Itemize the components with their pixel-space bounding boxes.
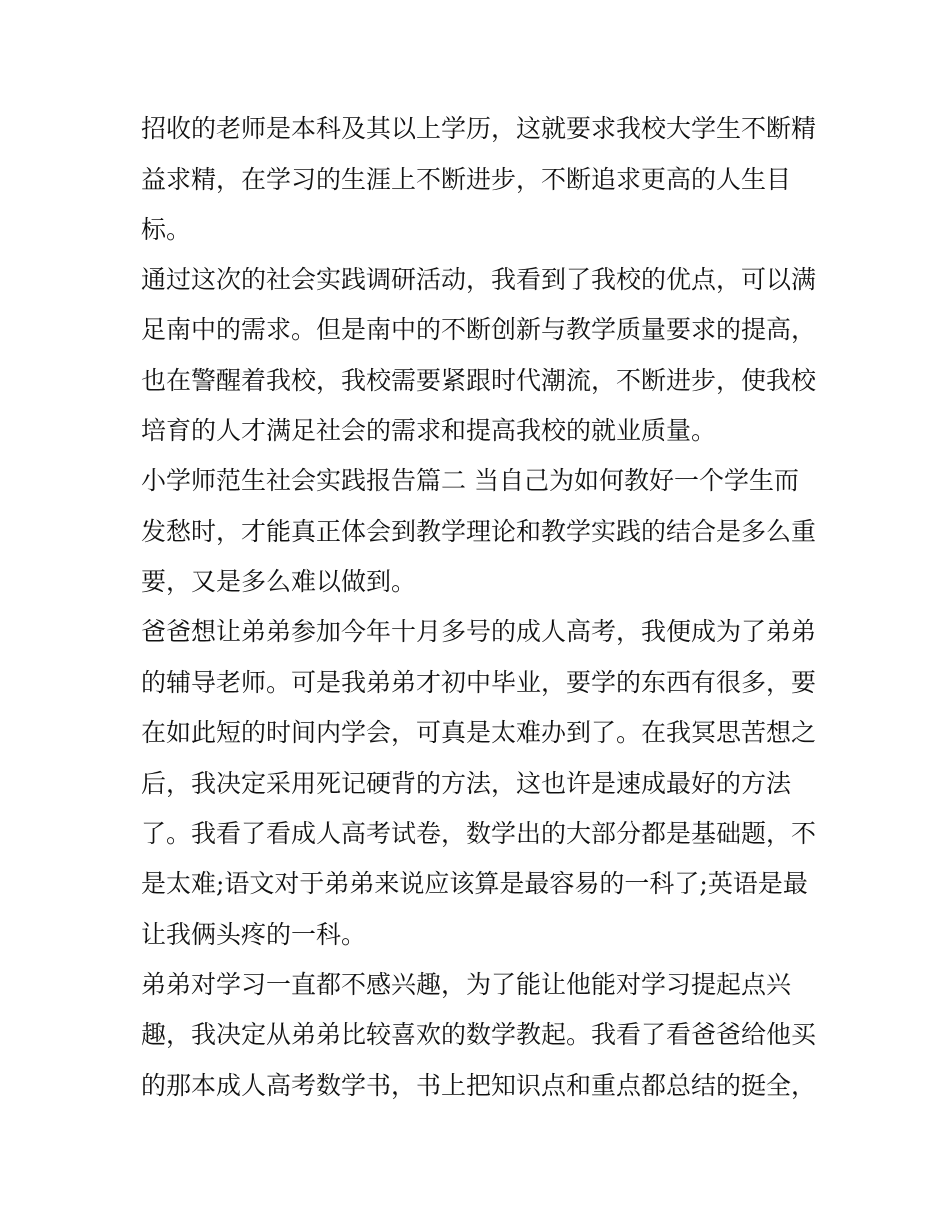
text-line-15: 了。我看了看成人高考试卷，数学出的大部分都是基础题，不: [141, 819, 817, 848]
text-line-5: 足南中的需求。但是南中的不断创新与教学质量要求的提高，: [141, 315, 817, 344]
text-line-7: 培育的人才满足社会的需求和提高我校的就业质量。: [141, 416, 717, 445]
text-line-20: 的那本成人高考数学书，书上把知识点和重点都总结的挺全，: [141, 1071, 817, 1100]
text-line-13: 在如此短的时间内学会，可真是太难办到了。在我冥思苦想之: [141, 718, 817, 747]
text-line-16: 是太难;语文对于弟弟来说应该算是最容易的一科了;英语是最: [141, 869, 808, 898]
text-line-10: 要，又是多么难以做到。: [141, 567, 417, 596]
text-line-9: 发愁时，才能真正体会到教学理论和教学实践的结合是多么重: [141, 517, 817, 546]
text-line-4: 通过这次的社会实践调研活动，我看到了我校的优点，可以满: [141, 265, 817, 294]
text-line-18: 弟弟对学习一直都不感兴趣，为了能让他能对学习提起点兴: [141, 970, 792, 999]
text-line-11: 爸爸想让弟弟参加今年十月多号的成人高考，我便成为了弟弟: [141, 617, 817, 646]
text-line-17: 让我俩头疼的一科。: [141, 920, 367, 949]
text-line-12: 的辅导老师。可是我弟弟才初中毕业，要学的东西有很多，要: [141, 668, 817, 697]
text-line-3: 标。: [141, 215, 192, 244]
text-line-19: 趣，我决定从弟弟比较喜欢的数学教起。我看了看爸爸给他买: [141, 1020, 817, 1049]
text-line-2: 益求精，在学习的生涯上不断进步，不断追求更高的人生目: [141, 165, 792, 194]
text-line-1: 招收的老师是本科及其以上学历，这就要求我校大学生不断精: [141, 114, 817, 143]
text-line-6: 也在警醒着我校，我校需要紧跟时代潮流，不断进步，使我校: [141, 366, 817, 395]
text-line-14: 后，我决定采用死记硬背的方法，这也许是速成最好的方法: [141, 769, 792, 798]
text-line-8: 小学师范生社会实践报告篇二 当自己为如何教好一个学生而: [141, 466, 799, 495]
